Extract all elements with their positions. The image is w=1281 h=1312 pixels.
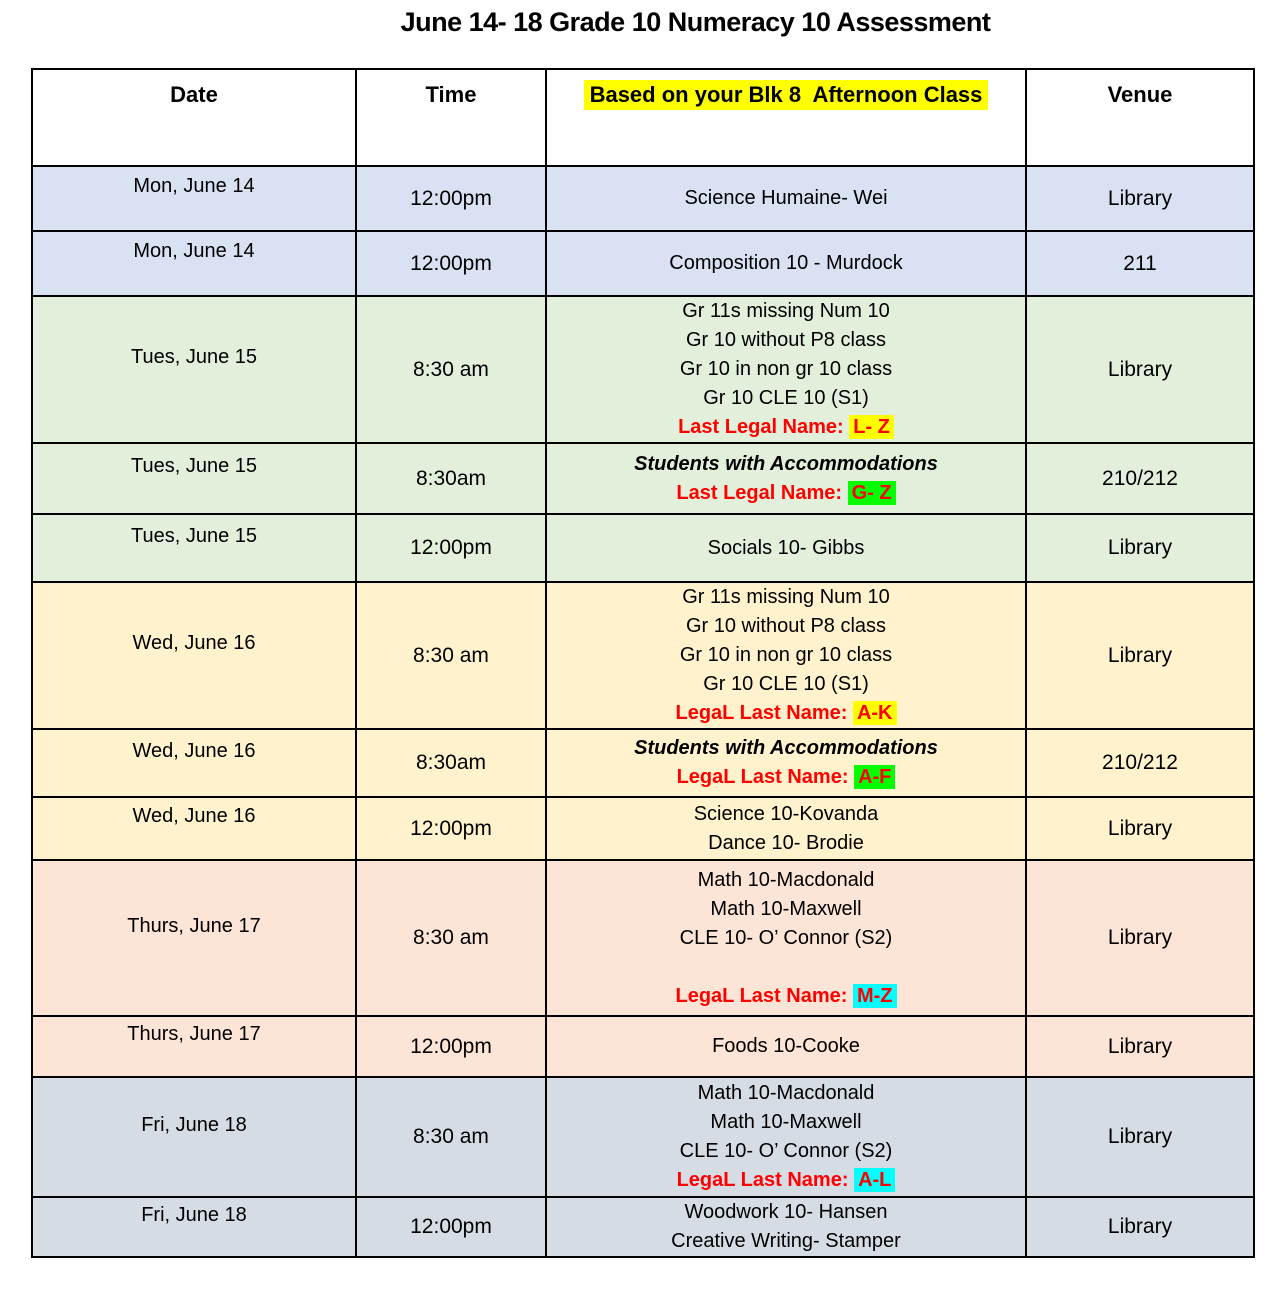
legal-name-range: A-F xyxy=(854,765,895,789)
table-row xyxy=(32,443,1254,514)
legal-name-label: LegaL Last Name: xyxy=(675,984,853,1007)
class-line: Science Humaine- Wei xyxy=(684,187,888,209)
date-label: Fri, June 18 xyxy=(141,1203,247,1226)
class-line: Gr 11s missing Num 10 xyxy=(682,300,890,322)
class-line: Students with Accommodations xyxy=(634,452,938,475)
column-header-date-label: Date xyxy=(170,82,218,107)
class-cell xyxy=(546,296,1026,443)
class-line: Dance 10- Brodie xyxy=(708,831,864,854)
table-row xyxy=(32,797,1254,860)
date-label: Wed, June 16 xyxy=(132,632,256,654)
table-row xyxy=(32,1197,1254,1257)
class-line: Foods 10-Cooke xyxy=(712,1035,860,1057)
column-header-venue xyxy=(1026,69,1254,166)
legal-name-label: Last Legal Name: xyxy=(676,481,848,504)
time-cell: 12:00pm xyxy=(356,797,546,860)
time-cell: 12:00pm xyxy=(356,514,546,582)
class-cell xyxy=(546,443,1026,514)
legal-name-label: Last Legal Name: xyxy=(678,416,850,438)
date-cell xyxy=(32,443,356,514)
class-cell xyxy=(546,1077,1026,1197)
legal-name-line xyxy=(547,413,1025,442)
class-cell xyxy=(546,860,1026,1016)
table-row xyxy=(32,514,1254,582)
legal-name-range: A-L xyxy=(854,1168,895,1192)
date-cell xyxy=(32,296,356,443)
class-cell xyxy=(546,729,1026,797)
class-line: CLE 10- O’ Connor (S2) xyxy=(679,1140,893,1162)
date-label: Mon, June 14 xyxy=(133,175,255,197)
legal-name-line xyxy=(547,479,1025,508)
class-header-label: Based on your Blk 8 Afternoon Class xyxy=(584,80,989,110)
class-line: Composition 10 - Murdock xyxy=(669,252,903,274)
class-line: Math 10-Maxwell xyxy=(710,897,862,920)
date-cell xyxy=(32,514,356,582)
class-line: Math 10-Macdonald xyxy=(697,1082,875,1104)
legal-name-line xyxy=(547,763,1025,792)
date-cell xyxy=(32,166,356,231)
class-line: Gr 10 CLE 10 (S1) xyxy=(703,387,869,409)
schedule-body xyxy=(32,166,1254,1257)
class-line: Science 10-Kovanda xyxy=(693,802,879,825)
column-header-date xyxy=(32,69,356,166)
class-cell xyxy=(546,1197,1026,1257)
venue-cell: Library xyxy=(1026,1016,1254,1077)
class-cell xyxy=(546,797,1026,860)
table-row xyxy=(32,1016,1254,1077)
time-cell: 8:30 am xyxy=(356,582,546,729)
class-cell xyxy=(546,231,1026,296)
time-cell: 12:00pm xyxy=(356,1197,546,1257)
date-label: Tues, June 15 xyxy=(130,346,257,368)
class-line: CLE 10- O’ Connor (S2) xyxy=(679,926,893,949)
class-line: Gr 11s missing Num 10 xyxy=(682,586,890,608)
column-header-class xyxy=(546,69,1026,166)
header-row xyxy=(32,69,1254,166)
class-line: Gr 10 without P8 class xyxy=(685,329,887,351)
blank-line xyxy=(547,953,1025,982)
page-title: June 14- 18 Grade 10 Numeracy 10 Assessment xyxy=(400,7,991,37)
date-label: Fri, June 18 xyxy=(141,1113,247,1136)
time-cell: 8:30am xyxy=(356,443,546,514)
class-line: Students with Accommodations xyxy=(634,737,938,759)
table-row xyxy=(32,296,1254,443)
legal-name-label: LegaL Last Name: xyxy=(676,1169,855,1191)
table-row xyxy=(32,231,1254,296)
venue-cell: Library xyxy=(1026,582,1254,729)
date-label: Wed, June 16 xyxy=(132,739,256,762)
date-cell xyxy=(32,231,356,296)
class-line: Woodwork 10- Hansen xyxy=(684,1201,888,1223)
legal-name-line xyxy=(547,699,1025,728)
date-cell xyxy=(32,1016,356,1077)
time-cell: 8:30am xyxy=(356,729,546,797)
date-label: Wed, June 16 xyxy=(132,805,256,827)
legal-name-label: LegaL Last Name: xyxy=(676,766,855,788)
legal-name-line xyxy=(547,982,1025,1011)
date-label: Thurs, June 17 xyxy=(127,1023,261,1045)
class-line: Math 10-Macdonald xyxy=(697,868,875,891)
class-line: Gr 10 without P8 class xyxy=(685,615,887,637)
venue-cell: Library xyxy=(1026,797,1254,860)
venue-cell: Library xyxy=(1026,514,1254,582)
class-cell xyxy=(546,514,1026,582)
table-row xyxy=(32,729,1254,797)
date-cell xyxy=(32,860,356,1016)
class-line: Socials 10- Gibbs xyxy=(707,536,865,559)
column-header-time xyxy=(356,69,546,166)
venue-cell: 210/212 xyxy=(1026,443,1254,514)
venue-cell: Library xyxy=(1026,296,1254,443)
date-cell xyxy=(32,582,356,729)
table-header xyxy=(32,69,1254,166)
venue-cell: Library xyxy=(1026,166,1254,231)
table-row xyxy=(32,860,1254,1016)
class-cell xyxy=(546,1016,1026,1077)
date-cell xyxy=(32,729,356,797)
time-cell: 12:00pm xyxy=(356,166,546,231)
time-cell: 8:30 am xyxy=(356,1077,546,1197)
venue-cell: Library xyxy=(1026,1077,1254,1197)
time-cell: 8:30 am xyxy=(356,860,546,1016)
date-label: Mon, June 14 xyxy=(133,240,255,262)
table-row xyxy=(32,582,1254,729)
column-header-venue-label: Venue xyxy=(1107,82,1173,107)
legal-name-range: M-Z xyxy=(853,984,897,1008)
class-line: Gr 10 in non gr 10 class xyxy=(679,358,893,380)
time-cell: 8:30 am xyxy=(356,296,546,443)
table-row xyxy=(32,1077,1254,1197)
class-line: Gr 10 in non gr 10 class xyxy=(679,644,893,666)
date-label: Thurs, June 17 xyxy=(127,914,261,937)
table-row xyxy=(32,166,1254,231)
legal-name-label: LegaL Last Name: xyxy=(675,702,853,724)
class-line: Gr 10 CLE 10 (S1) xyxy=(703,673,869,695)
venue-cell: Library xyxy=(1026,860,1254,1016)
venue-cell: Library xyxy=(1026,1197,1254,1257)
date-label: Tues, June 15 xyxy=(130,524,257,547)
legal-name-line xyxy=(547,1166,1025,1195)
class-cell xyxy=(546,582,1026,729)
date-cell xyxy=(32,1197,356,1257)
time-cell: 12:00pm xyxy=(356,1016,546,1077)
class-line: Math 10-Maxwell xyxy=(710,1111,862,1133)
schedule-table xyxy=(31,68,1255,1258)
class-line: Creative Writing- Stamper xyxy=(671,1230,901,1252)
legal-name-range: A-K xyxy=(853,701,897,725)
class-cell xyxy=(546,166,1026,231)
time-cell: 12:00pm xyxy=(356,231,546,296)
legal-name-range: L- Z xyxy=(849,415,894,439)
venue-cell: 211 xyxy=(1026,231,1254,296)
venue-cell: 210/212 xyxy=(1026,729,1254,797)
date-cell xyxy=(32,1077,356,1197)
column-header-time-label: Time xyxy=(425,82,477,107)
legal-name-range: G- Z xyxy=(848,481,896,505)
date-cell xyxy=(32,797,356,860)
date-label: Tues, June 15 xyxy=(130,455,257,477)
